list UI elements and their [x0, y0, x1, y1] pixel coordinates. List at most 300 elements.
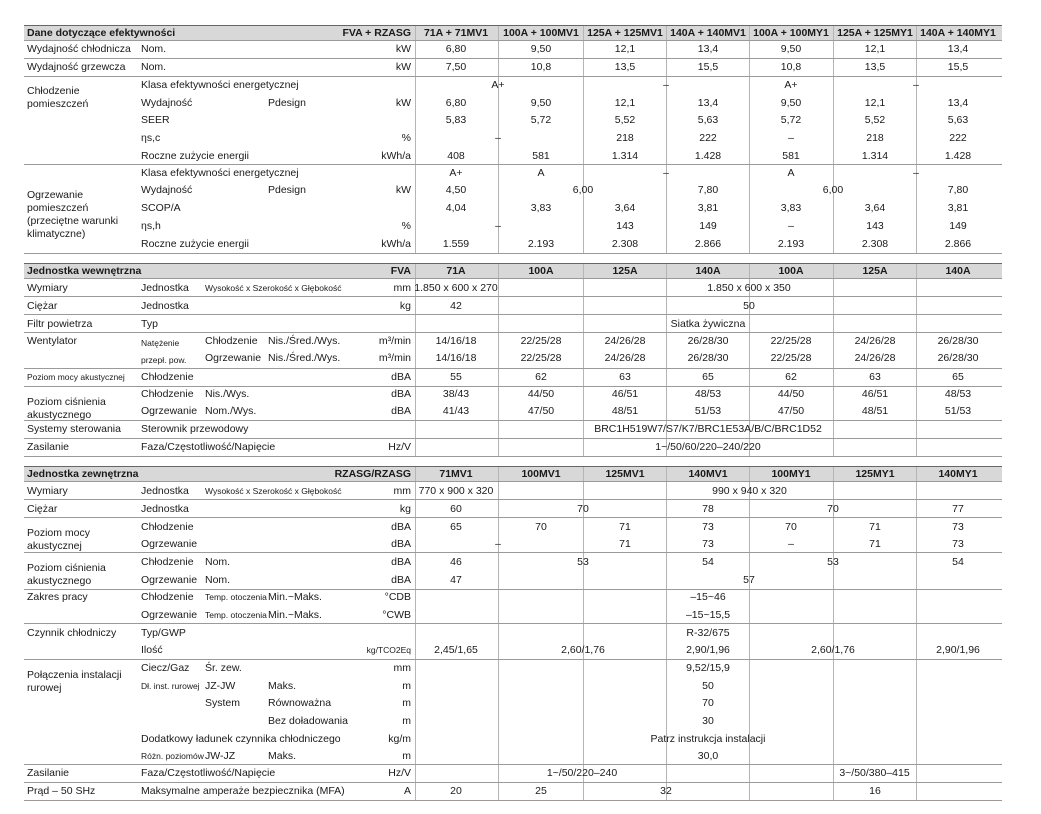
in-fan-cool-unit: m³/min — [378, 335, 411, 347]
in-dims-unit: mm — [393, 282, 411, 294]
heat-cap-label: Wydajność grzewcza — [27, 61, 126, 73]
heat-cap-value: 15,5 — [947, 61, 969, 73]
row-divider — [24, 659, 1002, 660]
out-pipe-equal-unit: m — [402, 697, 411, 709]
out-swl-cool-label: Chłodzenie — [141, 521, 194, 533]
row-divider — [24, 481, 1002, 482]
rc-cons-label: Roczne zużycie energii — [141, 150, 249, 162]
out-swl-cool-value: 65 — [450, 521, 462, 533]
in-spl-heat-label: Ogrzewanie — [141, 405, 198, 417]
in-dims-value: 1.850 x 600 x 350 — [707, 282, 791, 294]
out-dims-value: 990 x 940 x 320 — [712, 485, 787, 497]
heat-cap-value: 10,8 — [780, 61, 802, 73]
row-divider — [24, 25, 1002, 26]
out-pipe-nocharge-unit: m — [402, 715, 411, 727]
model-header: 71A + 71MV1 — [423, 27, 489, 39]
rc-cons-value: 1.428 — [694, 150, 722, 162]
out-spl-heat-value: 57 — [743, 574, 755, 586]
out-range-cool-value: –15~46 — [690, 591, 726, 603]
out-pipe-nocharge-value: 30 — [702, 715, 714, 727]
rc-eta-value: 222 — [699, 132, 717, 144]
heat-cap-value: 13,5 — [614, 61, 636, 73]
rh-cap-value: 6,00 — [822, 184, 844, 196]
out-ref-label: Czynnik chłodniczy — [27, 627, 117, 639]
in-swl-sub: Chłodzenie — [141, 371, 194, 383]
rh-scop-value: 3,83 — [780, 202, 802, 214]
rh-class-value: A — [787, 167, 795, 179]
in-fan-heat-value: 26/28/30 — [937, 352, 979, 364]
rh-cons-value: 2.193 — [777, 238, 805, 250]
cool-cap-sub: Nom. — [141, 43, 167, 55]
rc-cons-value: 1.428 — [944, 150, 972, 162]
out-pipe-jz-mode: Maks. — [268, 680, 297, 692]
in-spl-cool-value: 48/53 — [694, 388, 722, 400]
out-spl-cool-unit: dBA — [391, 556, 411, 568]
column-divider — [916, 263, 917, 456]
rh-cons-value: 1.559 — [442, 238, 470, 250]
out-dims-sub: Jednostka — [141, 485, 189, 497]
cool-cap-value: 12,1 — [864, 43, 886, 55]
rh-cons-value: 2.866 — [694, 238, 722, 250]
out-spl-heat-label: Ogrzewanie — [141, 574, 198, 586]
out-spl-cool-mode: Nom. — [205, 556, 231, 568]
in-filter-sub: Typ — [141, 318, 158, 330]
out-ref-charge-value: 2,90/1,96 — [936, 644, 980, 656]
out-range-heat-unit: °CWB — [382, 609, 411, 621]
rc-eta-value: – — [495, 132, 501, 144]
in-fan-label: Wentylator — [27, 335, 77, 347]
row-divider — [24, 552, 1002, 553]
out-pipe-label: Połączenia instalacji rurowej — [27, 669, 122, 694]
indoor-model-header: 125A — [862, 265, 888, 277]
out-range-heat-temp: Temp. otoczenia — [205, 610, 267, 620]
rh-cons-value: 2.308 — [861, 238, 889, 250]
out-spl-label: Poziom ciśnienia akustycznego — [27, 562, 106, 587]
rh-class-value: – — [913, 167, 919, 179]
out-swl-cool-value: 71 — [619, 521, 631, 533]
row-divider — [24, 764, 1002, 765]
rh-scop-value: 3,81 — [947, 202, 969, 214]
indoor-model-header: 140A — [695, 265, 721, 277]
out-swl-heat-value: 73 — [702, 538, 714, 550]
indoor-model-header: 140A — [945, 265, 971, 277]
in-control-label: Systemy sterowania — [27, 423, 121, 435]
in-fan-cool-value: 24/26/28 — [854, 335, 896, 347]
in-fan-heat-mode: Nis./Śred./Wys. — [268, 352, 341, 364]
rc-eta-value: 222 — [949, 132, 967, 144]
in-power-value: 1~/50/60/220–240/220 — [655, 441, 761, 453]
out-pipe-jz-value: 50 — [702, 680, 714, 692]
combo-label: FVA + RZASG — [342, 27, 411, 39]
row-divider — [24, 386, 1002, 387]
out-spl-heat-mode: Nom. — [205, 574, 231, 586]
out-spl-cool-label: Chłodzenie — [141, 556, 194, 568]
out-swl-cool-unit: dBA — [391, 521, 411, 533]
outdoor-model-header: 71MV1 — [439, 468, 473, 480]
outdoor-model-header: 125MY1 — [855, 468, 895, 480]
row-divider — [24, 623, 1002, 624]
in-fan-heat-value: 14/16/18 — [435, 352, 477, 364]
rh-cons-value: 2.193 — [527, 238, 555, 250]
out-spl-cool-value: 54 — [952, 556, 964, 568]
in-swl-value: 62 — [785, 371, 797, 383]
model-header: 100A + 100MV1 — [503, 27, 579, 39]
section-title-indoor: Jednostka wewnętrzna — [27, 265, 142, 277]
out-power-sub: Faza/Częstotliwość/Napięcie — [141, 767, 276, 779]
rc-class-value: – — [913, 79, 919, 91]
rc-seer-value: 5,52 — [614, 114, 636, 126]
out-range-cool-mode: Min.~Maks. — [268, 591, 322, 603]
out-range-cool-temp: Temp. otoczenia — [205, 592, 267, 602]
in-fan-cool-mode: Nis./Śred./Wys. — [268, 335, 341, 347]
rh-cons-value: 2.308 — [611, 238, 639, 250]
row-divider — [24, 76, 1002, 77]
outdoor-code: RZASG/RZASG — [334, 468, 411, 480]
in-spl-label: Poziom ciśnienia akustycznego — [27, 396, 106, 421]
column-divider — [916, 25, 917, 253]
rc-cap-value: 13,4 — [947, 97, 969, 109]
rc-cap-value: 12,1 — [614, 97, 636, 109]
section-title-performance: Dane dotyczące efektywności — [27, 27, 176, 39]
rh-cap-unit: kW — [395, 184, 411, 196]
indoor-model-header: 100A — [528, 265, 554, 277]
out-current-sub: Maksymalne amperaże bezpiecznika (MFA) — [141, 785, 345, 797]
row-divider — [24, 517, 1002, 518]
in-power-unit: Hz/V — [388, 441, 411, 453]
in-spl-heat-value: 48/51 — [861, 405, 889, 417]
out-range-label: Zakres pracy — [27, 591, 88, 603]
in-dims-label: Wymiary — [27, 282, 68, 294]
rc-cap-unit: kW — [395, 97, 411, 109]
out-ref-type-label: Typ/GWP — [141, 627, 186, 639]
rc-cap-value: 13,4 — [697, 97, 719, 109]
out-weight-value: 70 — [577, 503, 589, 515]
in-swl-value: 65 — [702, 371, 714, 383]
row-divider — [24, 332, 1002, 333]
out-swl-heat-value: – — [788, 538, 794, 550]
in-swl-value: 55 — [450, 371, 462, 383]
rc-eta-value: 218 — [866, 132, 884, 144]
in-filter-label: Filtr powietrza — [27, 318, 93, 330]
out-pipe-add-label: Dodatkowy ładunek czynnika chłodniczego — [141, 733, 341, 745]
rc-cap-sub: Pdesign — [268, 97, 306, 109]
rh-cons-unit: kWh/a — [381, 238, 411, 250]
rc-class-value: – — [663, 79, 669, 91]
in-fan-heat-value: 22/25/28 — [770, 352, 812, 364]
in-power-label: Zasilanie — [27, 441, 70, 453]
out-ref-charge-label: Ilość — [141, 644, 163, 656]
out-power-label: Zasilanie — [27, 767, 70, 779]
in-fan-cool-value: 22/25/28 — [520, 335, 562, 347]
in-weight-sub: Jednostka — [141, 300, 189, 312]
heat-cap-value: 7,50 — [445, 61, 467, 73]
row-divider — [24, 589, 1002, 590]
column-divider — [583, 263, 584, 456]
out-weight-unit: kg — [399, 503, 411, 515]
in-spl-cool-value: 44/50 — [777, 388, 805, 400]
model-header: 140A + 140MY1 — [920, 27, 996, 39]
outdoor-model-header: 140MV1 — [688, 468, 728, 480]
out-weight-value: 60 — [450, 503, 462, 515]
out-swl-cool-value: 70 — [785, 521, 797, 533]
in-swl-value: 65 — [952, 371, 964, 383]
in-fan-heat-value: 24/26/28 — [854, 352, 896, 364]
out-swl-heat-value: 71 — [869, 538, 881, 550]
out-swl-heat-unit: dBA — [391, 538, 411, 550]
out-spl-cool-value: 46 — [450, 556, 462, 568]
rh-scop-value: 3,64 — [864, 202, 886, 214]
indoor-model-header: 125A — [612, 265, 638, 277]
in-dims-detail: Wysokość x Szerokość x Głębokość — [205, 283, 342, 293]
in-spl-cool-label: Chłodzenie — [141, 388, 194, 400]
out-spl-cool-value: 53 — [577, 556, 589, 568]
rh-cap-value: 6,00 — [572, 184, 594, 196]
rh-scop-value: 4,04 — [445, 202, 467, 214]
out-power-value: 1~/50/220–240 — [546, 767, 618, 779]
in-spl-heat-value: 47/50 — [527, 405, 555, 417]
in-weight-unit: kg — [399, 300, 411, 312]
heat-cap-unit: kW — [395, 61, 411, 73]
row-divider — [24, 40, 1002, 41]
in-spl-cool-value: 46/51 — [611, 388, 639, 400]
rc-eta-value: 218 — [616, 132, 634, 144]
rh-class-value: A+ — [449, 167, 463, 179]
out-current-value: 32 — [660, 785, 672, 797]
out-spl-heat-value: 47 — [450, 574, 462, 586]
out-pipe-level-unit: m — [402, 750, 411, 762]
rc-seer-value: 5,72 — [530, 114, 552, 126]
in-fan-cool-value: 26/28/30 — [687, 335, 729, 347]
out-ref-type-value: R-32/675 — [686, 627, 730, 639]
cool-cap-value: 12,1 — [614, 43, 636, 55]
row-divider — [24, 800, 1002, 801]
out-current-label: Prąd – 50 SHz — [27, 785, 96, 797]
in-swl-unit: dBA — [391, 371, 411, 383]
cool-cap-unit: kW — [395, 43, 411, 55]
row-divider — [24, 438, 1002, 439]
out-spl-heat-unit: dBA — [391, 574, 411, 586]
heat-cap-value: 13,5 — [864, 61, 886, 73]
outdoor-model-header: 140MY1 — [938, 468, 978, 480]
rc-eta-unit: % — [401, 132, 411, 144]
out-pipe-add-unit: kg/m — [388, 733, 411, 745]
out-weight-label: Ciężar — [27, 503, 58, 515]
out-pipe-equal-value: 70 — [702, 697, 714, 709]
cool-cap-label: Wydajność chłodnicza — [27, 43, 131, 55]
indoor-model-header: 100A — [778, 265, 804, 277]
rh-eta-value: 149 — [949, 220, 967, 232]
row-divider — [24, 466, 1002, 467]
column-divider — [666, 25, 667, 253]
out-swl-cool-value: 70 — [535, 521, 547, 533]
out-pipe-jz-unit: m — [402, 680, 411, 692]
in-spl-cool-value: 46/51 — [861, 388, 889, 400]
rh-eta-value: 143 — [616, 220, 634, 232]
in-fan-heat-label: Ogrzewanie — [205, 352, 262, 364]
row-divider — [24, 58, 1002, 59]
out-weight-value: 70 — [827, 503, 839, 515]
in-swl-label: Poziom mocy akustycznej — [27, 372, 125, 382]
rc-eta-label: ηs,c — [141, 132, 161, 144]
rc-cons-unit: kWh/a — [381, 150, 411, 162]
in-control-value: BRC1H519W7/S7/K7/BRC1E53A/B/C/BRC1D52 — [594, 423, 822, 435]
rh-cons-label: Roczne zużycie energii — [141, 238, 249, 250]
in-spl-heat-value: 51/53 — [944, 405, 972, 417]
row-divider — [24, 456, 1002, 457]
rc-seer-value: 5,52 — [864, 114, 886, 126]
in-filter-value: Siatka żywiczna — [670, 318, 746, 330]
rc-class-label: Klasa efektywności energetycznej — [141, 79, 299, 91]
out-swl-heat-value: 71 — [619, 538, 631, 550]
rc-cons-value: 1.314 — [861, 150, 889, 162]
rc-seer-value: 5,63 — [697, 114, 719, 126]
indoor-model-header: 71A — [446, 265, 466, 277]
in-fan-cool-label: Chłodzenie — [205, 335, 258, 347]
out-pipe-lg-unit: mm — [393, 662, 411, 674]
in-spl-cool-value: 48/53 — [944, 388, 972, 400]
out-spl-cool-value: 53 — [827, 556, 839, 568]
rh-cap-value: 4,50 — [445, 184, 467, 196]
out-weight-value: 77 — [952, 503, 964, 515]
in-spl-cool-value: 44/50 — [527, 388, 555, 400]
in-spl-cool-value: 38/43 — [442, 388, 470, 400]
heat-cap-sub: Nom. — [141, 61, 167, 73]
out-ref-charge-value: 2,60/1,76 — [561, 644, 605, 656]
room-cooling-label: Chłodzenie pomieszczeń — [27, 85, 89, 110]
row-divider — [24, 253, 1002, 254]
in-weight-value: 42 — [450, 300, 462, 312]
rc-cons-value: 581 — [782, 150, 800, 162]
column-divider — [749, 25, 750, 253]
out-pipe-equal-label: Równoważna — [268, 697, 332, 709]
in-fan-cool-value: 26/28/30 — [937, 335, 979, 347]
rc-seer-value: 5,72 — [780, 114, 802, 126]
rc-cons-value: 581 — [532, 150, 550, 162]
out-power-unit: Hz/V — [388, 767, 411, 779]
cool-cap-value: 9,50 — [780, 43, 802, 55]
out-ref-charge-value: 2,90/1,96 — [686, 644, 730, 656]
out-current-unit: A — [403, 785, 411, 797]
model-header: 100A + 100MY1 — [753, 27, 829, 39]
in-control-sub: Sterownik przewodowy — [141, 423, 249, 435]
outdoor-model-header: 100MV1 — [521, 468, 561, 480]
out-pipe-lg-sub: Śr. zew. — [205, 662, 242, 674]
rc-cap-label: Wydajność — [141, 97, 193, 109]
rh-class-label: Klasa efektywności energetycznej — [141, 167, 299, 179]
in-fan-heat-value: 26/28/30 — [687, 352, 729, 364]
in-dims-sub: Jednostka — [141, 282, 189, 294]
in-swl-value: 63 — [619, 371, 631, 383]
row-divider — [24, 782, 1002, 783]
out-pipe-system-label: System — [205, 697, 241, 709]
out-range-cool-unit: °CDB — [384, 591, 411, 603]
rh-cap-value: 7,80 — [697, 184, 719, 196]
cool-cap-value: 9,50 — [530, 43, 552, 55]
out-swl-cool-value: 71 — [869, 521, 881, 533]
out-pipe-nocharge-label: Bez doładowania — [268, 715, 348, 727]
rh-eta-value: 149 — [699, 220, 717, 232]
rc-cap-value: 9,50 — [530, 97, 552, 109]
heat-cap-value: 15,5 — [697, 61, 719, 73]
rc-seer-value: 5,83 — [445, 114, 467, 126]
out-swl-label: Poziom mocy akustycznej — [27, 527, 91, 552]
model-header: 140A + 140MV1 — [670, 27, 746, 39]
in-power-sub: Faza/Częstotliwość/Napięcie — [141, 441, 276, 453]
out-range-cool-label: Chłodzenie — [141, 591, 194, 603]
out-swl-heat-value: 73 — [952, 538, 964, 550]
column-divider — [833, 25, 834, 253]
rh-class-value: – — [663, 167, 669, 179]
column-divider — [498, 263, 499, 456]
out-weight-value: 78 — [702, 503, 714, 515]
rh-eta-unit: % — [401, 220, 411, 232]
out-swl-heat-value: – — [495, 538, 501, 550]
in-spl-heat-unit: dBA — [391, 405, 411, 417]
rh-scop-value: 3,64 — [614, 202, 636, 214]
out-pipe-level-label: Różn. poziomów — [141, 751, 204, 761]
column-divider — [415, 25, 416, 253]
column-divider — [833, 263, 834, 456]
rc-cons-value: 1.314 — [611, 150, 639, 162]
out-pipe-level-mode: Maks. — [268, 750, 297, 762]
rh-eta-value: – — [495, 220, 501, 232]
rh-cap-label: Wydajność — [141, 184, 193, 196]
row-divider — [24, 164, 1002, 165]
model-header: 125A + 125MV1 — [587, 27, 663, 39]
row-divider — [24, 420, 1002, 421]
out-swl-heat-label: Ogrzewanie — [141, 538, 198, 550]
cool-cap-value: 13,4 — [697, 43, 719, 55]
out-pipe-level-sub: JW-JZ — [205, 750, 236, 762]
rc-seer-label: SEER — [141, 114, 170, 126]
out-power-value: 3~/50/380–415 — [839, 767, 910, 779]
rc-cap-value: 12,1 — [864, 97, 886, 109]
in-spl-heat-value: 51/53 — [694, 405, 722, 417]
rh-cap-sub: Pdesign — [268, 184, 306, 196]
row-divider — [24, 314, 1002, 315]
out-range-heat-value: –15~15,5 — [685, 609, 731, 621]
in-weight-label: Ciężar — [27, 300, 58, 312]
out-current-value: 20 — [450, 785, 462, 797]
room-heating-label: Ogrzewanie pomieszczeń (przeciętne warunki klimatyczne) — [27, 189, 119, 240]
rh-scop-label: SCOP/A — [141, 202, 181, 214]
out-ref-charge-unit: kg/TCO2Eq — [366, 645, 411, 655]
in-spl-heat-mode: Nom./Wys. — [205, 405, 257, 417]
model-header: 125A + 125MY1 — [837, 27, 913, 39]
rh-cons-value: 2.866 — [944, 238, 972, 250]
in-spl-cool-unit: dBA — [391, 388, 411, 400]
rh-eta-label: ηs,h — [141, 220, 161, 232]
heat-cap-value: 10,8 — [530, 61, 552, 73]
out-swl-cool-value: 73 — [952, 521, 964, 533]
in-fan-cool-value: 22/25/28 — [770, 335, 812, 347]
section-header-band — [24, 263, 1002, 278]
out-current-value: 25 — [535, 785, 547, 797]
rc-seer-value: 5,63 — [947, 114, 969, 126]
out-pipe-lg-value: 9,52/15,9 — [686, 662, 730, 674]
in-swl-value: 62 — [535, 371, 547, 383]
indoor-code: FVA — [390, 265, 411, 277]
rh-scop-value: 3,83 — [530, 202, 552, 214]
outdoor-model-header: 125MV1 — [605, 468, 645, 480]
out-ref-charge-value: 2,45/1,65 — [434, 644, 478, 656]
in-spl-cool-mode: Nis./Wys. — [205, 388, 250, 400]
out-swl-cool-value: 73 — [702, 521, 714, 533]
out-dims-label: Wymiary — [27, 485, 68, 497]
out-ref-charge-value: 2,60/1,76 — [811, 644, 855, 656]
in-fan-sub: Natężenie przepł. pow. — [141, 338, 187, 365]
out-weight-sub: Jednostka — [141, 503, 189, 515]
